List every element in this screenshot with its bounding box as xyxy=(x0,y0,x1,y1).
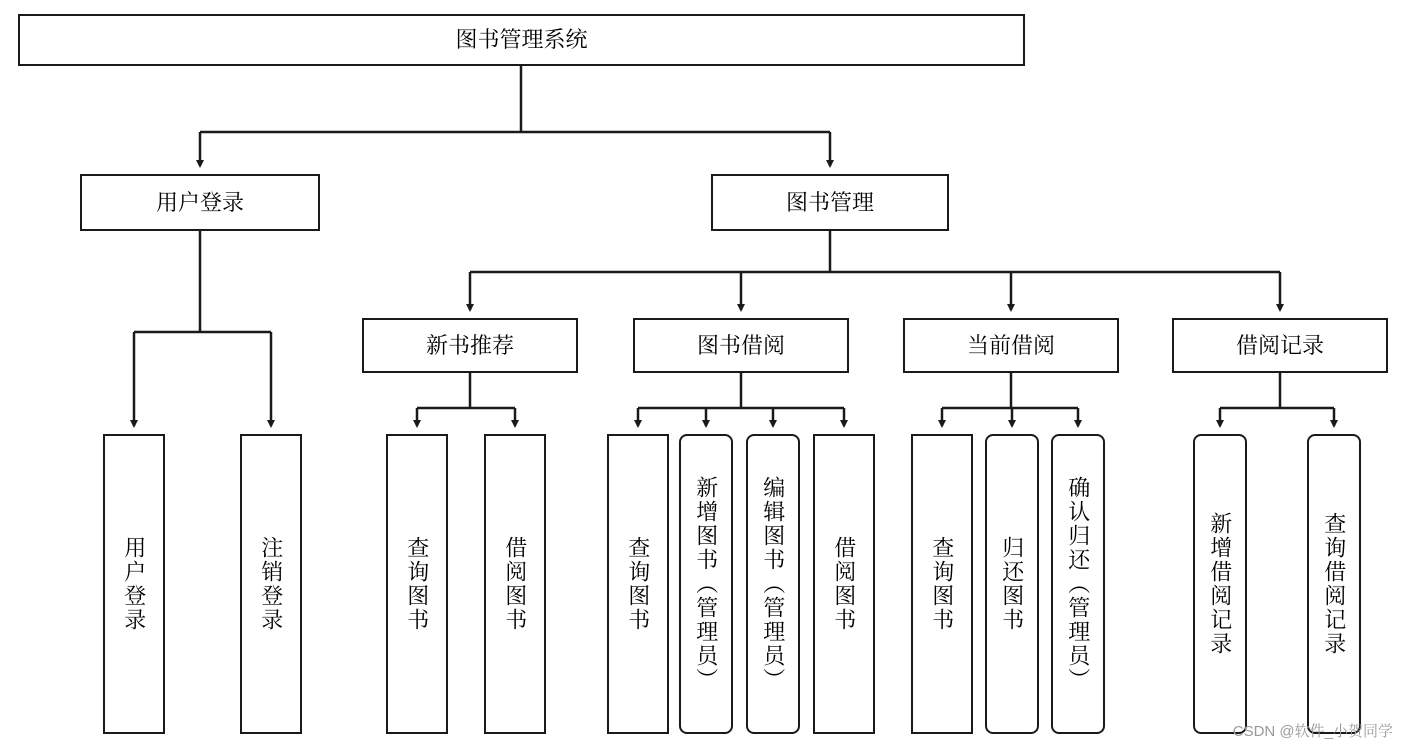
node-leaf-confirm-return xyxy=(1051,434,1105,734)
node-leaf-query-book-3 xyxy=(911,434,973,734)
node-leaf-user-login xyxy=(103,434,165,734)
node-label: 图书借阅 xyxy=(696,332,785,358)
node-label: 图书管理系统 xyxy=(455,27,588,53)
node-leaf-borrow-book-2 xyxy=(813,434,875,734)
node-label: 当前借阅 xyxy=(966,332,1055,358)
node-book-manage xyxy=(711,174,949,231)
node-leaf-logout xyxy=(240,434,302,734)
node-label: 确认归还（管理员） xyxy=(1065,476,1091,692)
node-current-borrow xyxy=(903,318,1119,373)
node-borrow-record xyxy=(1172,318,1388,373)
node-label: 新增图书（管理员） xyxy=(693,476,719,692)
node-label: 查询图书 xyxy=(625,536,651,632)
node-label: 注销登录 xyxy=(258,536,284,632)
node-label: 图书管理 xyxy=(785,189,874,215)
node-user-login xyxy=(80,174,320,231)
node-leaf-query-book-2 xyxy=(607,434,669,734)
node-label: 归还图书 xyxy=(999,536,1025,632)
watermark: CSDN @软件_小贺同学 xyxy=(1232,723,1393,740)
node-label: 查询图书 xyxy=(404,536,430,632)
node-label: 借阅图书 xyxy=(502,536,528,632)
node-root xyxy=(18,14,1025,66)
node-leaf-add-book xyxy=(679,434,733,734)
node-label: 查询图书 xyxy=(929,536,955,632)
node-label: 新增借阅记录 xyxy=(1207,512,1233,656)
node-label: 借阅图书 xyxy=(831,536,857,632)
node-leaf-borrow-book-1 xyxy=(484,434,546,734)
node-label: 查询借阅记录 xyxy=(1321,512,1347,656)
node-label: 借阅记录 xyxy=(1235,332,1324,358)
node-leaf-query-borrow-record xyxy=(1307,434,1361,734)
node-leaf-add-borrow-record xyxy=(1193,434,1247,734)
node-label: 新书推荐 xyxy=(425,332,514,358)
node-book-borrow xyxy=(633,318,849,373)
node-label: 编辑图书（管理员） xyxy=(760,476,786,692)
node-leaf-query-book-1 xyxy=(386,434,448,734)
node-label: 用户登录 xyxy=(155,189,244,215)
node-label: 用户登录 xyxy=(121,536,147,632)
node-leaf-return-book xyxy=(985,434,1039,734)
node-new-book-recommend xyxy=(362,318,578,373)
node-leaf-edit-book xyxy=(746,434,800,734)
